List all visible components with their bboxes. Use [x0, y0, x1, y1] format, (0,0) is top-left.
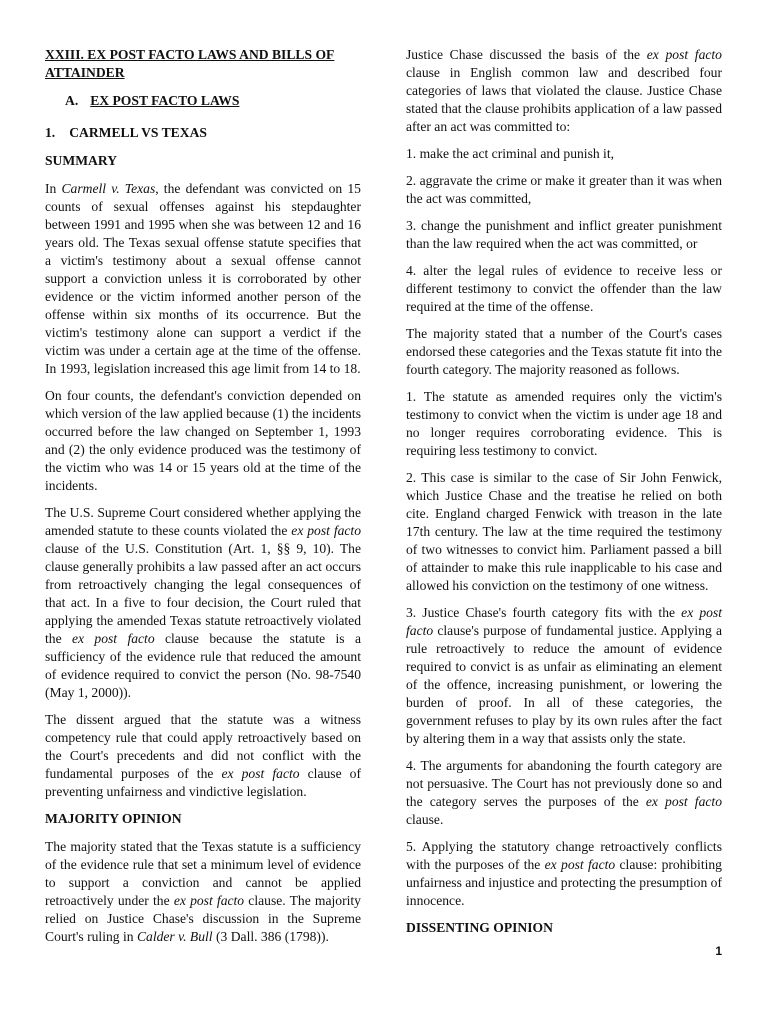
majority-paragraph-3: The majority stated that a number of the Court's cases endorsed these categories and the Texas statute fit into the fourth category. The majority reasoned as follows. — [406, 326, 722, 377]
majority-paragraph-2: Justice Chase discussed the basis of the ex post facto clause in English common law and described four categories of laws that violated the clause. Justice Chase stated that the clause prohibits application of a law passed after an act was committed to: — [406, 47, 722, 134]
case-citation: Carmell v. Texas — [61, 181, 156, 196]
reason-item-2: 2. This case is similar to the case of Sir John Fenwick, which Justice Chase and the treatise he relied on both cite. England charged Fenwick with treason in the late 17th century. The law at the time required the testimony of two witnesses to convict him. Parliament passed a bill of attainder to make this rule inapplicable to his case and allowed his conviction on the testimony of one witness. — [406, 470, 722, 593]
page-number: 1 — [715, 944, 722, 958]
category-item-3: 3. change the punishment and inflict greater punishment than the law required when the act was committed, or — [406, 218, 722, 251]
case-citation: Calder v. Bull — [136, 929, 213, 944]
case-title: CARMELL VS TEXAS — [69, 125, 207, 140]
reason-item-4: 4. The arguments for abandoning the fourth category are not persuasive. The Court has not previously done so and the category serves the purposes of the ex post facto clause. — [406, 758, 722, 827]
section-title: EX POST FACTO LAWS — [90, 93, 240, 108]
case-number: 1. — [45, 125, 56, 140]
left-column — [45, 46, 361, 955]
reason-item-1: 1. The statute as amended requires only the victim's testimony to convict when the victim is under age 18 and no longer requires corroborating evidence. This is requiring less testimony to convict. — [406, 389, 722, 458]
summary-paragraph-4: The dissent argued that the statute was a witness competency rule that could apply retroactively based on the Court's precedents and did not conflict with the fundamental purposes of the ex post facto clause of preventing unfairness and vindictive legislation. — [45, 712, 361, 799]
majority-heading: MAJORITY OPINION — [45, 811, 182, 826]
section-heading-a — [45, 92, 361, 110]
category-item-4: 4. alter the legal rules of evidence to receive less or different testimony to convict the offender than the law required at the time of the offense. — [406, 263, 722, 314]
majority-paragraph-1: The majority stated that the Texas statute is a sufficiency of the evidence rule that set a minimum level of evidence to support a conviction and cannot be applied retroactively under the ex post facto clause. The majority relied on Justice Chase's discussion in the Supreme Court's ruling in Calder v. Bull (3 Dall. 386 (1798)). — [45, 839, 361, 944]
section-label: A. — [65, 93, 79, 108]
summary-heading: SUMMARY — [45, 153, 118, 168]
reason-item-3: 3. Justice Chase's fourth category fits with the ex post facto clause's purpose of fundamental justice. Applying a rule retroactively to reduce the amount of evidence required to convict is as unfair as eliminating an element of the offence, increasing punishment, or lowering the burden of proof. In all of these categories, the government refuses to play by its own rules after the fact by altering them in a way that assists only the state. — [406, 605, 722, 746]
right-column — [406, 46, 722, 947]
case-heading — [45, 124, 361, 142]
category-item-1: 1. make the act criminal and punish it, — [406, 146, 615, 161]
category-item-2: 2. aggravate the crime or make it greater than it was when the act was committed, — [406, 173, 722, 206]
summary-paragraph-2: On four counts, the defendant's conviction depended on which version of the law applied because (1) the incidents occurred before the law changed on September 1, 1993 and (2) the only evidence produced was the testimony of the victim who was 14 or 15 years old at the time of the incidents. — [45, 388, 361, 493]
summary-paragraph-1: In Carmell v. Texas, the defendant was convicted on 15 counts of sexual offenses against his stepdaughter between 1991 and 1995 when she was between 12 and 16 years old. The Texas sexual offense statute specifies that a victim's testimony about a sexual offense cannot support a conviction unless it is corroborated by other evidence or the victim informed another person of the offense within six months of its occurrence. But the victim's testimony alone can support a verdict if the victim was under a certain age at the time of the offense. In 1993, legislation increased this age limit from 14 to 18. — [45, 181, 361, 376]
summary-paragraph-3: The U.S. Supreme Court considered whether applying the amended statute to these counts violated the ex post facto clause of the U.S. Constitution (Art. 1, §§ 9, 10). The clause generally prohibits a law passed after an act occurs from retroactively changing the legal consequences of that act. In a five to four decision, the Court ruled that applying the amended Texas statute retroactively violated the ex post facto clause because the statute is a sufficiency of the evidence rule that reduced the amount of evidence required to convict the person (No. 98-7540 (May 1, 2000)). — [45, 505, 361, 700]
dissenting-heading: DISSENTING OPINION — [406, 920, 553, 935]
reason-item-5: 5. Applying the statutory change retroactively conflicts with the purposes of the ex post facto clause: prohibiting unfairness and injustice and protecting the presumption of innocence. — [406, 839, 722, 908]
page-title: XXIII. EX POST FACTO LAWS AND BILLS OF ATTAINDER — [45, 47, 335, 80]
